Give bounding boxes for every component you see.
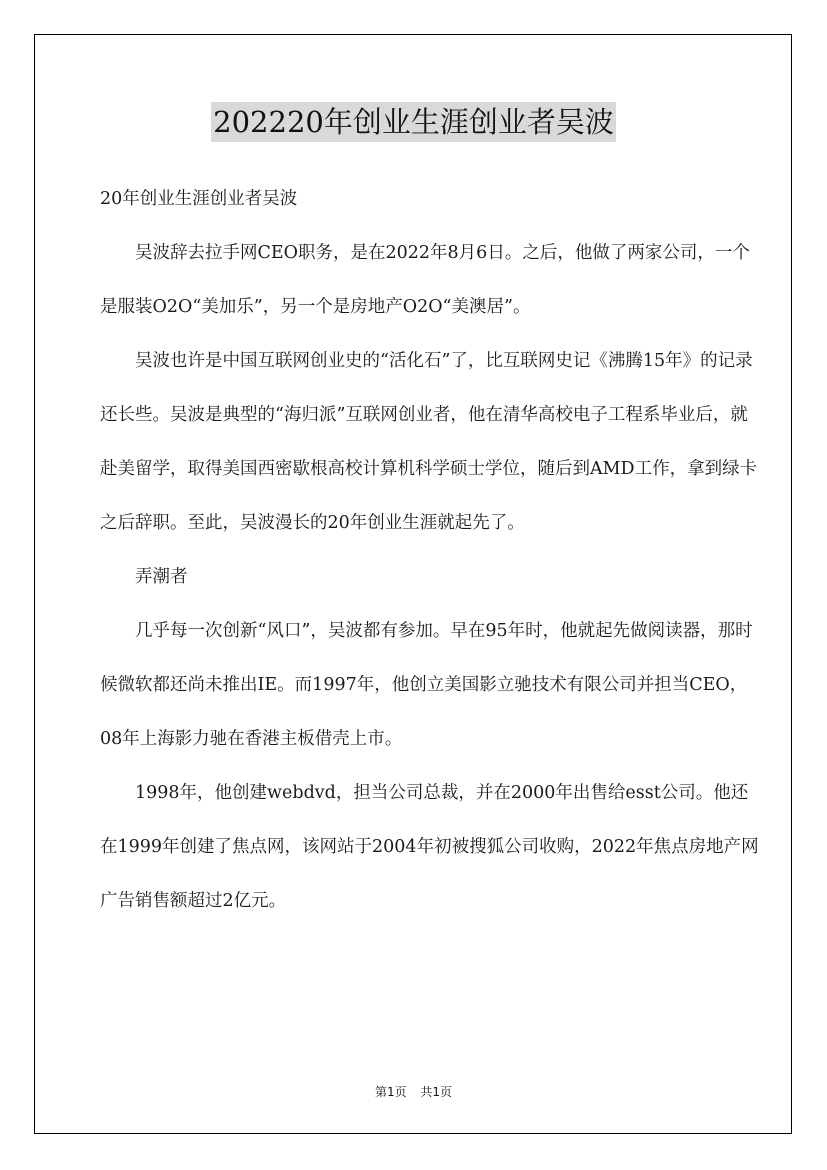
document-body (100, 172, 760, 928)
paragraph-4: 1998年，他创建webdvd，担当公司总裁，并在2000年出售给esst公司。他还在1999年创建了焦点网，该网站于2004年初被搜狐公司收购，2022年焦点房地产网广告销售额超过2亿元。 (100, 783, 759, 911)
section-heading: 弄潮者 (135, 567, 188, 587)
paragraph-1: 吴波辞去拉手网CEO职务，是在2022年8月6日。之后，他做了两家公司，一个是服装O2O“美加乐”，另一个是房地产O2O“美澳居”。 (100, 243, 750, 317)
paragraph-2: 吴波也许是中国互联网创业史的“活化石”了，比互联网史记《沸腾15年》的记录还长些。吴波是典型的“海归派”互联网创业者，他在清华高校电子工程系毕业后，就赴美留学，取得美国西密歇根高校计算机科学硕士学位，随后到AMD工作，拿到绿卡之后辞职。至此，吴波漫长的20年创业生涯就起先了。 (100, 351, 758, 533)
title-container (0, 102, 827, 142)
paragraph-3: 几乎每一次创新“风口”，吴波都有参加。早在95年时，他就起先做阅读器，那时候微软都还尚未推出IE。而1997年，他创立美国影立驰技术有限公司并担当CEO，08年上海影力驰在香港主板借壳上市。 (100, 621, 753, 749)
page-number: 第1页 (374, 1085, 407, 1099)
page-footer (0, 1084, 827, 1100)
document-title: 202220年创业生涯创业者吴波 (211, 102, 616, 142)
document-subtitle: 20年创业生涯创业者吴波 (100, 189, 298, 209)
page-total: 共1页 (420, 1085, 453, 1099)
